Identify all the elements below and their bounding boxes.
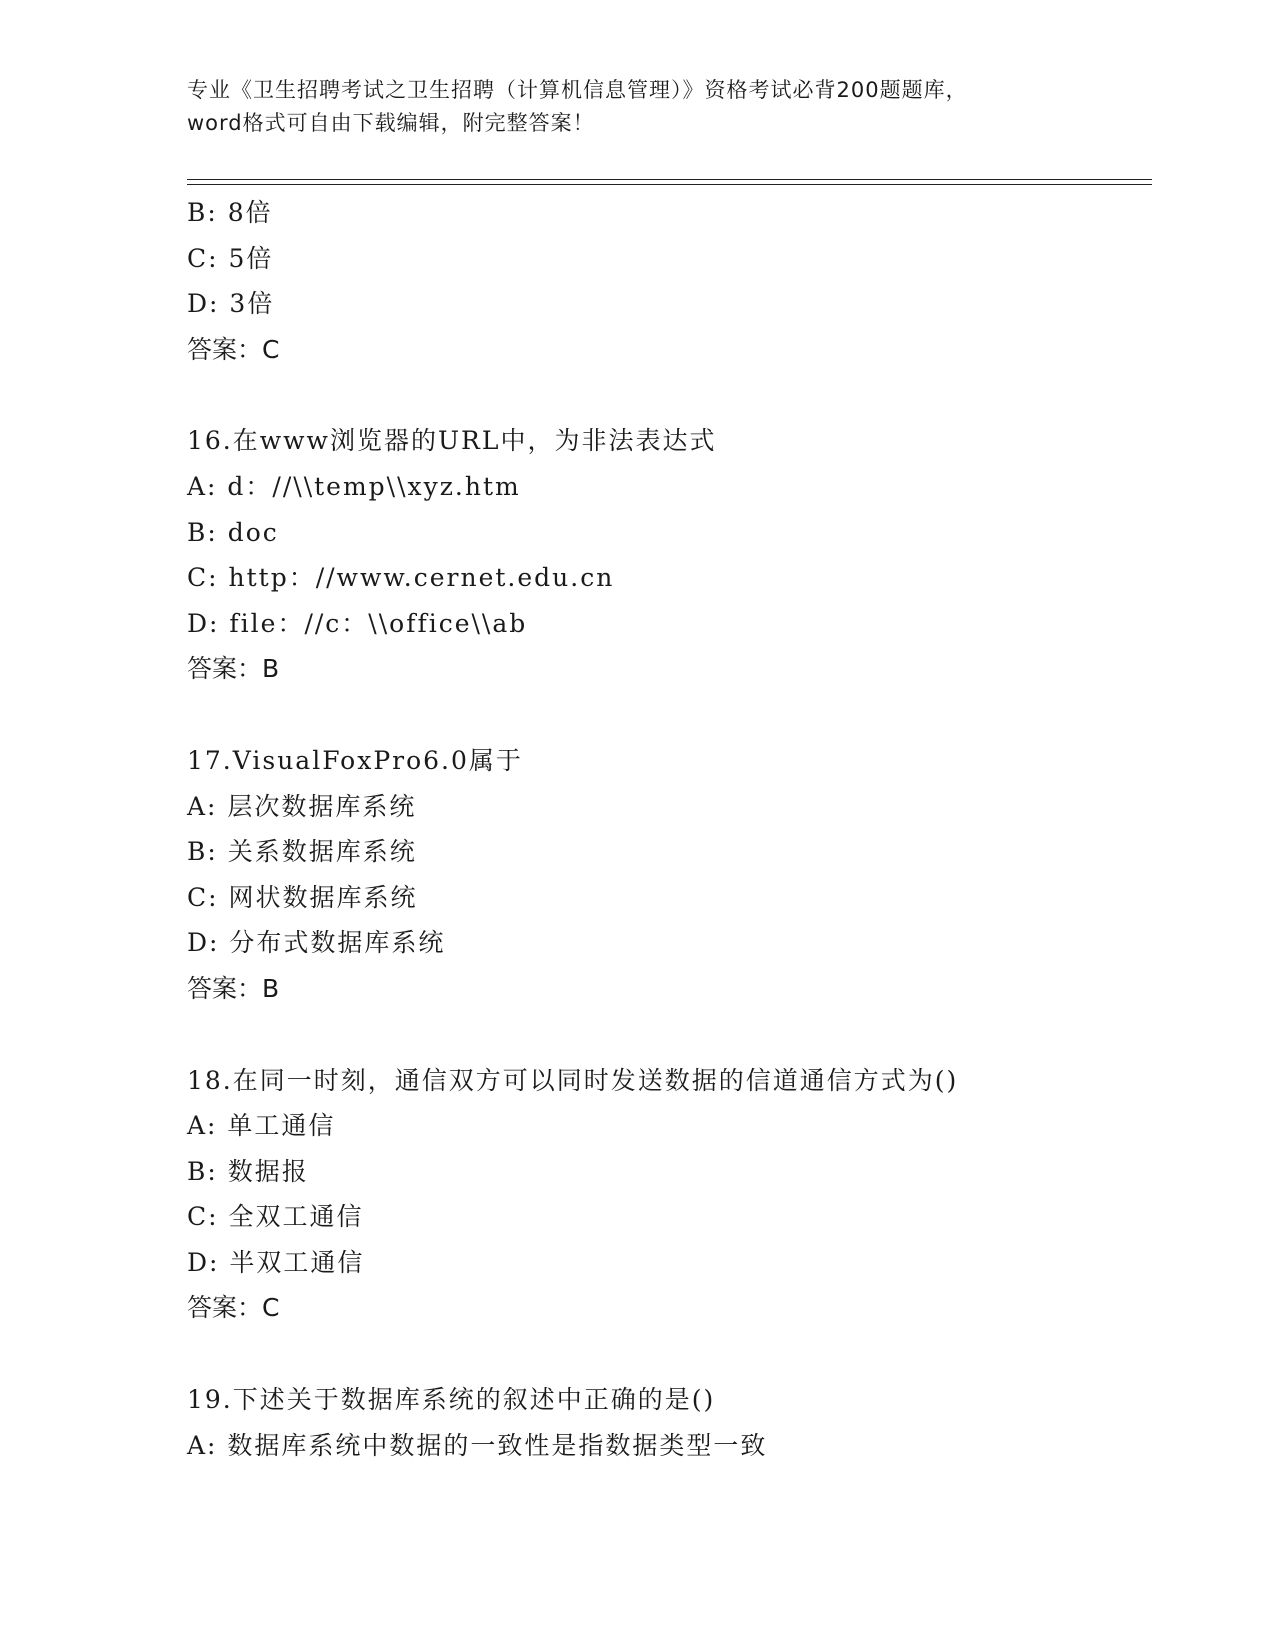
question-stem: 16.在www浏览器的URL中，为非法表达式 <box>187 426 717 456</box>
question-stem: 18.在同一时刻，通信双方可以同时发送数据的信道通信方式为() <box>187 1065 959 1095</box>
document-header <box>187 74 1087 140</box>
option-d: D: 半双工通信 <box>187 1247 365 1277</box>
header-line-1: 专业《卫生招聘考试之卫生招聘（计算机信息管理）》资格考试必背200题题库， <box>187 78 968 102</box>
answer-line: 答案：C <box>187 1293 280 1323</box>
option-a: A: 层次数据库系统 <box>187 791 417 821</box>
answer-line: 答案：C <box>187 334 280 364</box>
option-b: B: 数据报 <box>187 1156 309 1186</box>
answer-line: 答案：B <box>187 973 280 1003</box>
option-d: D: 分布式数据库系统 <box>187 928 446 958</box>
question-16 <box>187 418 1152 692</box>
question-19 <box>187 1377 1152 1468</box>
question-15-partial <box>187 190 1152 372</box>
option-c: C: http：//www.cernet.edu.cn <box>187 563 615 593</box>
header-divider-top <box>187 179 1152 180</box>
answer-line: 答案：B <box>187 654 280 684</box>
question-stem: 17.VisualFoxPro6.0属于 <box>187 745 523 775</box>
option-b: B: 关系数据库系统 <box>187 837 417 867</box>
option-d: D: 3倍 <box>187 289 275 319</box>
option-a: A: 单工通信 <box>187 1111 336 1141</box>
question-17 <box>187 738 1152 1012</box>
question-18 <box>187 1058 1152 1332</box>
header-line-2: word格式可自由下载编辑，附完整答案！ <box>187 111 595 135</box>
question-stem: 19.下述关于数据库系统的叙述中正确的是() <box>187 1385 716 1415</box>
option-b: B: doc <box>187 517 279 547</box>
option-d: D: file：//c：\\office\\ab <box>187 608 528 638</box>
option-b: B: 8倍 <box>187 198 273 227</box>
option-c: C: 全双工通信 <box>187 1202 364 1232</box>
option-c: C: 网状数据库系统 <box>187 882 418 912</box>
option-a: A: d：//\\temp\\xyz.htm <box>187 471 521 501</box>
header-divider-bottom <box>187 184 1152 185</box>
question-list <box>187 190 1152 1468</box>
option-a: A: 数据库系统中数据的一致性是指数据类型一致 <box>187 1430 768 1460</box>
option-c: C: 5倍 <box>187 243 274 273</box>
